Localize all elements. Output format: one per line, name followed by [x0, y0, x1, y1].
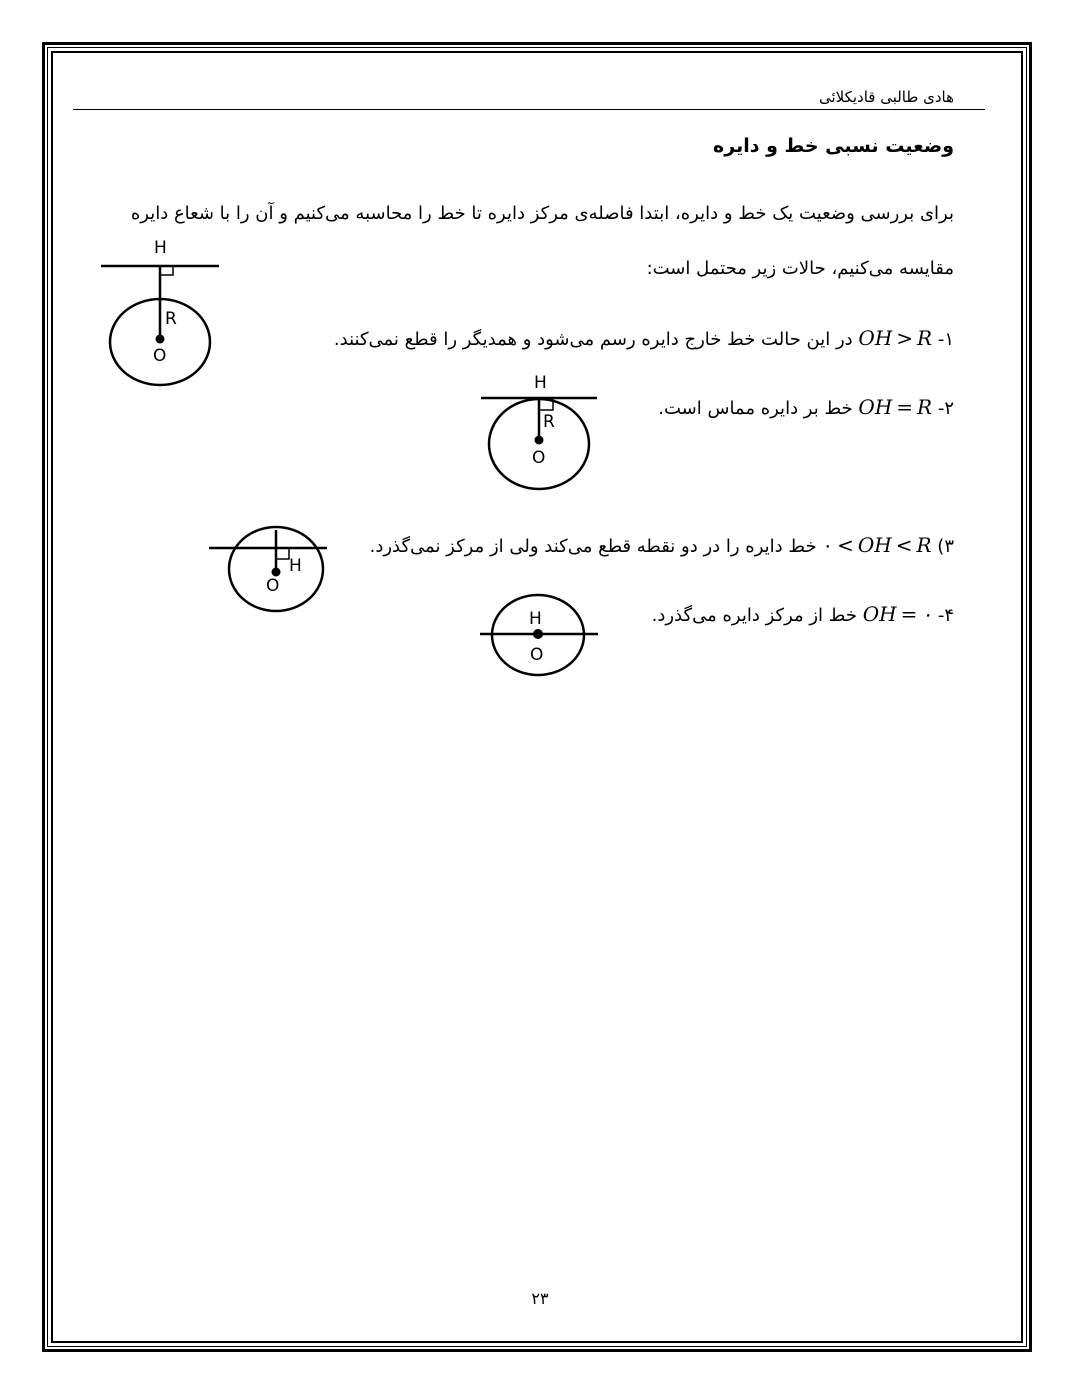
- case-1: [334, 326, 954, 350]
- figure-1-label-r: R: [165, 309, 177, 329]
- figure-case-4: [477, 590, 602, 685]
- case-3: [370, 533, 954, 557]
- case-1-number: ۱-: [937, 329, 954, 350]
- figure-case-1: [95, 235, 225, 390]
- figure-case-2: [475, 370, 605, 495]
- intro-line-2: مقایسه می‌کنیم، حالات زیر محتمل است:: [646, 258, 954, 279]
- author-name: هادی طالبی قادیکلائی: [818, 88, 954, 106]
- case-4-formula: OH = ۰: [862, 602, 933, 626]
- figure-4-label-o: O: [530, 645, 544, 665]
- figure-3-label-h: H: [289, 556, 302, 576]
- figure-2-label-h: H: [534, 373, 547, 393]
- figure-4-label-h: H: [529, 609, 542, 629]
- case-4: [652, 602, 954, 626]
- figure-1-label-h: H: [154, 238, 167, 258]
- section-title: وضعیت نسبی خط و دایره: [713, 135, 954, 157]
- intro-line-1: برای بررسی وضعیت یک خط و دایره، ابتدا فاصله‌ی مرکز دایره تا خط را محاسبه می‌کنیم و آن را با شعاع دایره: [130, 203, 954, 224]
- case-1-text: در این حالت خط خارج دایره رسم می‌شود و همدیگر را قطع نمی‌کنند.: [333, 329, 853, 350]
- case-2-text: خط بر دایره مماس است.: [658, 398, 853, 419]
- case-3-text: خط دایره را در دو نقطه قطع می‌کند ولی از مرکز نمی‌گذرد.: [369, 536, 817, 557]
- figure-2-label-r: R: [543, 412, 555, 432]
- figure-case-3: [205, 522, 330, 617]
- case-2-number: ۲-: [937, 398, 954, 419]
- case-3-formula: ۰ < OH < R: [822, 533, 932, 557]
- case-4-text: خط از مرکز دایره می‌گذرد.: [651, 605, 857, 626]
- page-number: ۲۳: [531, 1289, 549, 1308]
- case-3-number: ۳): [937, 536, 954, 557]
- case-2: [658, 395, 954, 419]
- case-1-formula: OH > R: [858, 326, 933, 350]
- case-2-formula: OH = R: [858, 395, 933, 419]
- figure-3-label-o: O: [266, 576, 280, 596]
- figure-2-label-o: O: [532, 448, 546, 468]
- figure-1-label-o: O: [153, 346, 167, 366]
- case-4-number: ۴-: [937, 605, 954, 626]
- header-rule: [73, 109, 985, 110]
